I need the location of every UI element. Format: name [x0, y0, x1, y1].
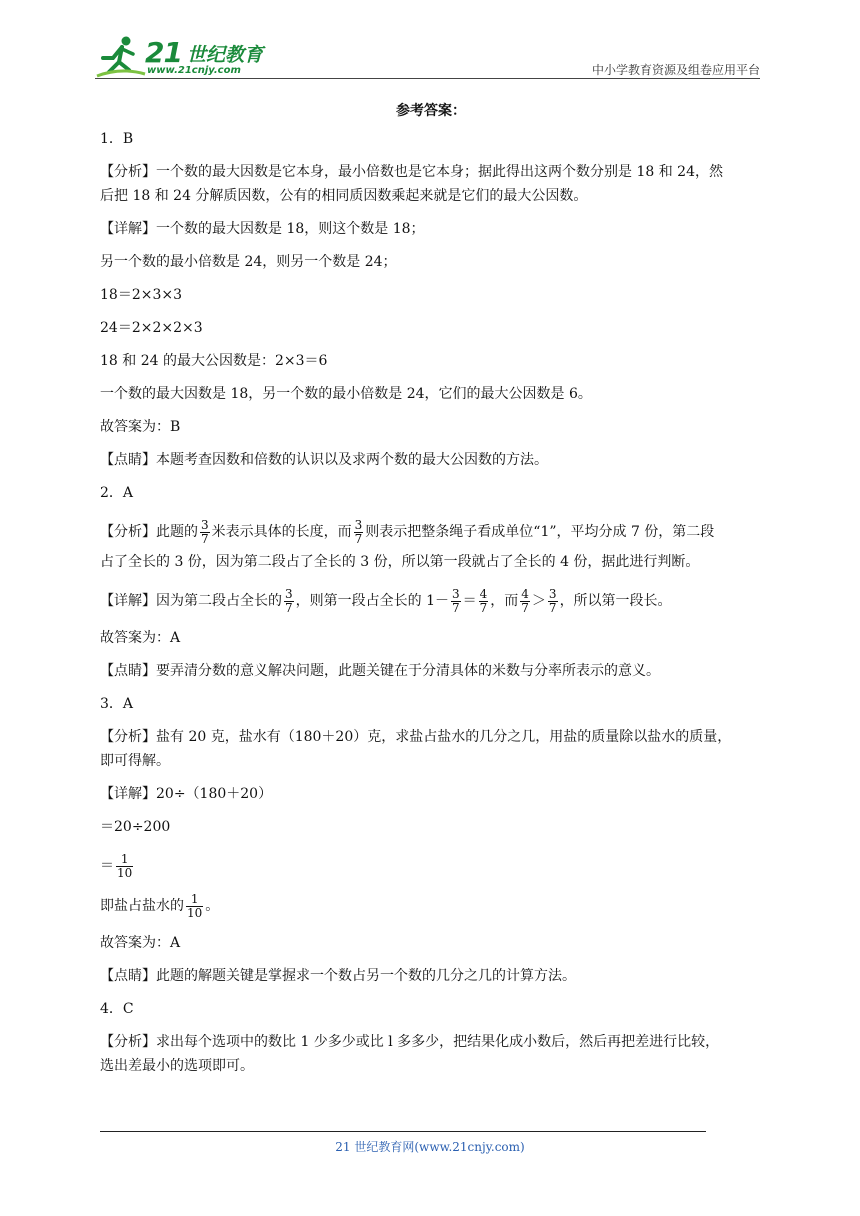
- q1-detail-line-1: 【详解】一个数的最大因数是 18，则这个数是 18；: [100, 221, 425, 237]
- fraction-numerator: 3: [548, 586, 557, 601]
- fraction-3-7: [548, 588, 558, 615]
- text-span: ＝: [462, 593, 477, 609]
- text-span: 即盐占盐水的: [100, 898, 184, 914]
- fraction-numerator: 1: [186, 893, 203, 907]
- logo-number: 21: [145, 36, 182, 69]
- q2-comment: 【点睛】要弄清分数的意义解决问题，此题关键在于分清具体的米数与分率所表示的意义。: [100, 663, 660, 679]
- fraction-numerator: 3: [452, 586, 460, 601]
- q3-detail-line-3: [100, 849, 762, 883]
- q3-comment: 【点睛】此题的解题关键是掌握求一个数占另一个数的几分之几的计算方法。: [100, 968, 576, 984]
- fraction-numerator: 4: [479, 586, 488, 601]
- fraction-denominator: 10: [117, 865, 133, 880]
- fraction-denominator: 7: [452, 600, 460, 615]
- q2-analysis-line-1: [100, 515, 762, 549]
- fraction-1-10: [186, 893, 203, 920]
- fraction-denominator: 7: [201, 531, 209, 546]
- text-span: 则表示把整条绳子看成单位“1”，平均分成 7 份，第二段: [365, 524, 715, 540]
- q1-detail-line-4: 24＝2×2×2×3: [100, 320, 203, 336]
- q1-detail-line-5: 18 和 24 的最大公因数是：2×3＝6: [100, 353, 328, 369]
- q3-analysis-line-2: 即可得解。: [100, 753, 170, 769]
- logo-text: 世纪教育: [187, 44, 264, 66]
- q4-analysis-line-2: 选出差最小的选项即可。: [100, 1058, 254, 1074]
- fraction-4-7: [520, 588, 530, 615]
- fraction-numerator: 4: [521, 586, 529, 601]
- footer-text: 21 世纪教育网(www.21cnjy.com): [335, 1140, 525, 1154]
- fraction-1-10: [116, 853, 133, 880]
- q3-detail-line-1: 【详解】20÷（180＋20）: [100, 786, 273, 802]
- text-span: 米表示具体的长度，而: [211, 524, 352, 540]
- q3-analysis-line-1: 【分析】盐有 20 克，盐水有（180＋20）克，求盐占盐水的几分之几，用盐的质量除以盐水的质量，: [100, 729, 732, 745]
- q2-analysis-line-2: 占了全长的 3 份，因为第二段占了全长的 3 份，所以第一段就占了全长的 4 份，据此进行判断。: [100, 554, 700, 570]
- fraction-numerator: 3: [354, 517, 363, 532]
- text-span: ，所以第一段长。: [559, 593, 672, 609]
- q3-detail-line-4: [100, 889, 762, 923]
- fraction-denominator: 7: [548, 600, 557, 615]
- q2-detail: [100, 584, 762, 618]
- fraction-3-7: [284, 588, 294, 615]
- q2-result: 故答案为：A: [100, 630, 181, 646]
- fraction-numerator: 3: [285, 586, 293, 601]
- q3-answer: 3．A: [100, 696, 134, 712]
- fraction-numerator: 1: [116, 853, 133, 867]
- text-span: 【分析】此题的: [100, 524, 198, 540]
- fraction-3-7: [354, 519, 364, 546]
- answer-content: [100, 100, 762, 1088]
- q1-answer: 1．B: [100, 131, 134, 147]
- fraction-denominator: 7: [521, 600, 529, 615]
- q3-result: 故答案为：A: [100, 935, 181, 951]
- text-span: ＞: [531, 593, 546, 609]
- fraction-denominator: 7: [285, 600, 293, 615]
- page-title: 参考答案：: [396, 103, 466, 119]
- q1-comment: 【点睛】本题考查因数和倍数的认识以及求两个数的最大公因数的方法。: [100, 452, 548, 468]
- platform-name: 中小学教育资源及组卷应用平台: [591, 63, 760, 77]
- q2-answer: 2．A: [100, 485, 134, 501]
- text-span: ＝: [100, 858, 114, 874]
- q4-answer: 4．C: [100, 1001, 134, 1017]
- text-span: 【详解】因为第二段占全长的: [100, 593, 282, 609]
- q1-detail-line-3: 18＝2×3×3: [100, 287, 182, 303]
- runner-logo-icon: [95, 34, 147, 78]
- text-span: ，则第一段占全长的 1－: [295, 593, 449, 609]
- q4-analysis-line-1: 【分析】求出每个选项中的数比 1 少多少或比 l 多多少，把结果化成小数后，然后再把差进行比较，: [100, 1034, 720, 1050]
- fraction-4-7: [479, 588, 489, 615]
- q1-result: 故答案为：B: [100, 419, 181, 435]
- q1-analysis-line-2: 后把 18 和 24 分解质因数，公有的相同质因数乘起来就是它们的最大公因数。: [100, 188, 588, 204]
- fraction-3-7: [451, 588, 461, 615]
- fraction-numerator: 3: [201, 517, 209, 532]
- fraction-denominator: 7: [354, 531, 363, 546]
- fraction-denominator: 7: [479, 600, 488, 615]
- page-header: [95, 34, 760, 80]
- header-divider: [95, 78, 760, 79]
- text-span: 。: [205, 898, 220, 914]
- logo-url: www.21cnjy.com: [147, 65, 241, 76]
- text-span: ，而: [490, 593, 519, 609]
- q1-detail-line-2: 另一个数的最小倍数是 24，则另一个数是 24；: [100, 254, 397, 270]
- fraction-3-7: [200, 519, 210, 546]
- q1-detail-line-6: 一个数的最大因数是 18，另一个数的最小倍数是 24，它们的最大公因数是 6。: [100, 386, 592, 402]
- fraction-denominator: 10: [187, 905, 203, 920]
- q3-detail-line-2: ＝20÷200: [100, 819, 171, 835]
- footer-divider: [100, 1131, 706, 1132]
- q1-analysis-line-1: 【分析】一个数的最大因数是它本身，最小倍数也是它本身；据此得出这两个数分别是 18 和 24，然: [100, 164, 723, 180]
- logo: [95, 34, 265, 80]
